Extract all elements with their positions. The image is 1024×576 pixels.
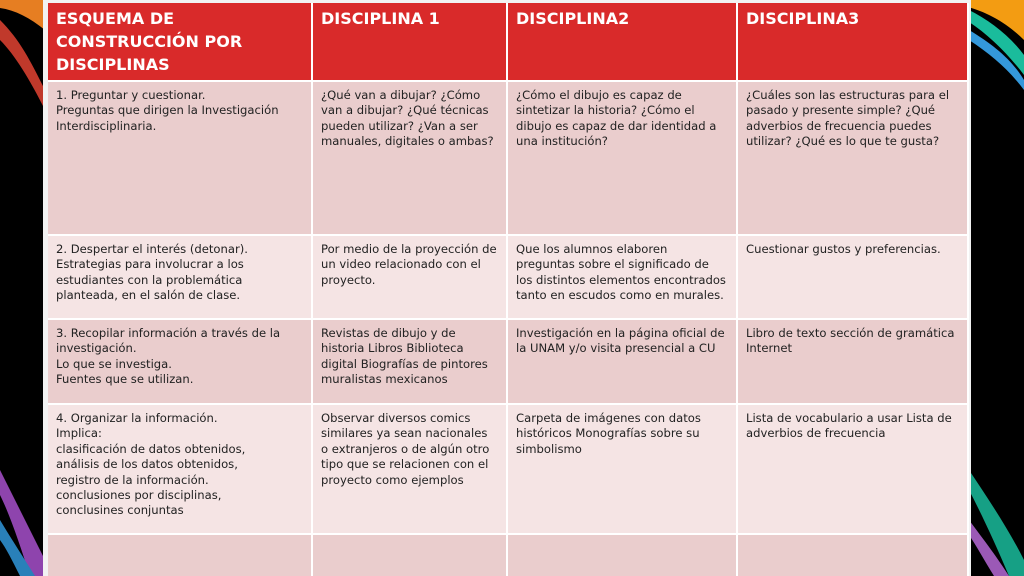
- table-cell: Revistas de dibujo y de historia Libros Biblioteca digital Biografías de pintores muralistas mexicanos: [312, 319, 507, 404]
- table-cell: Lista de vocabulario a usar Lista de adverbios de frecuencia: [737, 404, 968, 534]
- table-cell: 4. Organizar la información. Implica: clasificación de datos obtenidos, análisis de los datos obtenidos, registro de la información. conclusiones por disciplinas, conclusines conjuntas: [48, 404, 312, 534]
- header-esquema: ESQUEMA DE CONSTRUCCIÓN POR DISCIPLINAS: [48, 3, 312, 81]
- table-cell: [312, 534, 507, 576]
- table-cell: ¿Qué van a dibujar? ¿Cómo van a dibujar? ¿Qué técnicas pueden utilizar? ¿Van a ser manuales, digitales o ambas?: [312, 81, 507, 235]
- table-cell: Que los alumnos elaboren preguntas sobre el significado de los distintos elementos encontrados tanto en escudos como en murales.: [507, 235, 737, 319]
- table-cell: [507, 534, 737, 576]
- table-cell: ¿Cuáles son las estructuras para el pasado y presente simple? ¿Qué adverbios de frecuencia puedes utilizar? ¿Qué es lo que te gusta?: [737, 81, 968, 235]
- table-row: [48, 235, 968, 319]
- table-cell: Investigación en la página oficial de la UNAM y/o visita presencial a CU: [507, 319, 737, 404]
- header-disciplina-3: DISCIPLINA3: [737, 3, 968, 81]
- table-row: [48, 81, 968, 235]
- table-cell: Carpeta de imágenes con datos históricos Monografías sobre su simbolismo: [507, 404, 737, 534]
- decorative-swoosh-right: [964, 0, 1024, 576]
- table-row: [48, 404, 968, 534]
- table-cell: 1. Preguntar y cuestionar. Preguntas que dirigen la Investigación Interdisciplinaria.: [48, 81, 312, 235]
- table-cell: Libro de texto sección de gramática Internet: [737, 319, 968, 404]
- table-cell: 2. Despertar el interés (detonar). Estrategias para involucrar a los estudiantes con la problemática planteada, en el salón de clase.: [48, 235, 312, 319]
- table-header-row: [48, 3, 968, 81]
- header-disciplina-2: DISCIPLINA2: [507, 3, 737, 81]
- table-cell: [737, 534, 968, 576]
- table-cell: Observar diversos comics similares ya sean nacionales o extranjeros o de algún otro tipo que se relacionen con el proyecto como ejemplos: [312, 404, 507, 534]
- table-cell: ¿Cómo el dibujo es capaz de sintetizar la historia? ¿Cómo el dibujo es capaz de dar identidad a una institución?: [507, 81, 737, 235]
- table-cell: Cuestionar gustos y preferencias.: [737, 235, 968, 319]
- table-cell: 3. Recopilar información a través de la investigación. Lo que se investiga. Fuentes que se utilizan.: [48, 319, 312, 404]
- table-cell: [48, 534, 312, 576]
- table-row: [48, 319, 968, 404]
- table-cell: Por medio de la proyección de un video relacionado con el proyecto.: [312, 235, 507, 319]
- header-disciplina-1: DISCIPLINA 1: [312, 3, 507, 81]
- table-row: [48, 534, 968, 576]
- discipline-table: [48, 3, 969, 576]
